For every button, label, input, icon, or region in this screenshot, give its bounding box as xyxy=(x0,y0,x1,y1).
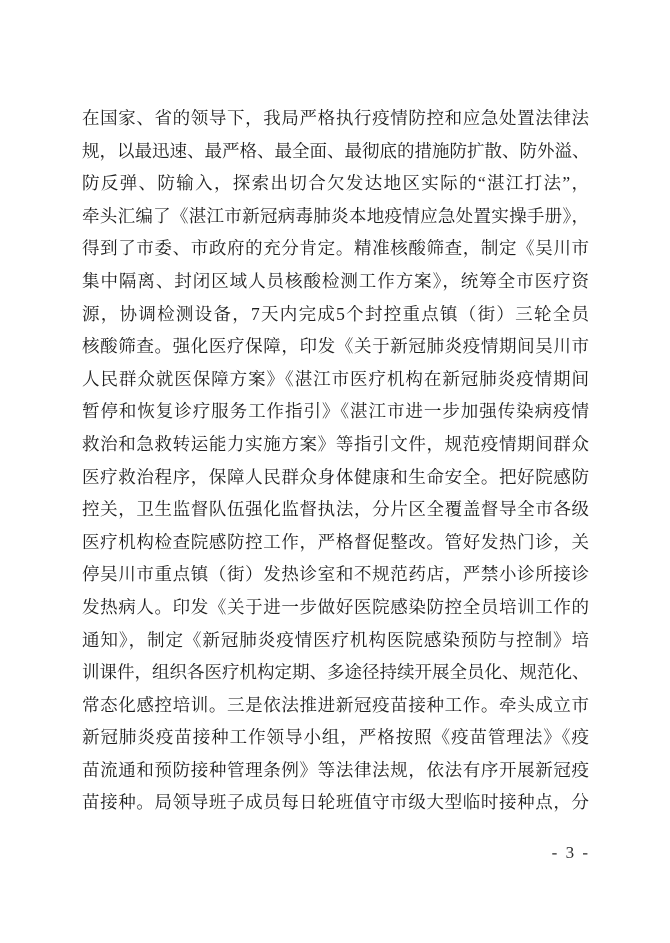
text-line: 苗接种。局领导班子成员每日轮班值守市级大型临时接种点，分 xyxy=(82,792,589,813)
text-line: 通知》，制定《新冠肺炎疫情医疗机构医院感染预防与控制》培 xyxy=(82,629,589,650)
text-line: 规，以最迅速、最严格、最全面、最彻底的措施防扩散、防外溢、 xyxy=(82,140,589,161)
text-line: 在国家、省的领导下，我局严格执行疫情防控和应急处置法律法 xyxy=(82,108,589,128)
text-line: 核酸筛查。强化医疗保障，印发《关于新冠肺炎疫情期间吴川市 xyxy=(82,336,589,357)
text-line: 控关，卫生监督队伍强化监督执法，分片区全覆盖督导全市各级 xyxy=(82,499,589,520)
text-line: 集中隔离、封闭区域人员核酸检测工作方案》，统筹全市医疗资 xyxy=(82,270,589,291)
text-line: 牵头汇编了《湛江市新冠病毒肺炎本地疫情应急处置实操手册》， xyxy=(82,205,589,226)
text-line: 停吴川市重点镇（街）发热诊室和不规范药店，严禁小诊所接诊 xyxy=(82,564,589,585)
text-line: 医疗救治程序，保障人民群众身体健康和生命安全。把好院感防 xyxy=(82,466,589,487)
text-line: 新冠肺炎疫苗接种工作领导小组，严格按照《疫苗管理法》《疫 xyxy=(82,727,589,748)
text-line: 苗流通和预防接种管理条例》等法律法规，依法有序开展新冠疫 xyxy=(82,759,589,780)
text-line: 防反弹、防输入，探索出切合欠发达地区实际的“湛江打法”， xyxy=(82,173,589,194)
document-body-text xyxy=(82,102,589,819)
text-line: 发热病人。印发《关于进一步做好医院感染防控全员培训工作的 xyxy=(82,596,589,617)
text-line: 常态化感控培训。三是依法推进新冠疫苗接种工作。牵头成立市 xyxy=(82,694,589,715)
text-line: 训课件，组织各医疗机构定期、多途径持续开展全员化、规范化、 xyxy=(82,662,589,683)
text-line: 暂停和恢复诊疗服务工作指引》《湛江市进一步加强传染病疫情 xyxy=(82,401,589,422)
text-line: 人民群众就医保障方案》《湛江市医疗机构在新冠肺炎疫情期间 xyxy=(82,368,589,389)
text-line: 救治和急救转运能力实施方案》等指引文件，规范疫情期间群众 xyxy=(82,433,589,454)
text-line: 医疗机构检查院感防控工作，严格督促整改。管好发热门诊，关 xyxy=(82,531,589,552)
text-line: 得到了市委、市政府的充分肯定。精准核酸筛查，制定《吴川市 xyxy=(82,238,589,259)
text-line: 源，协调检测设备，7天内完成5个封控重点镇（街）三轮全员 xyxy=(82,303,589,324)
page-number: - 3 - xyxy=(551,843,590,862)
